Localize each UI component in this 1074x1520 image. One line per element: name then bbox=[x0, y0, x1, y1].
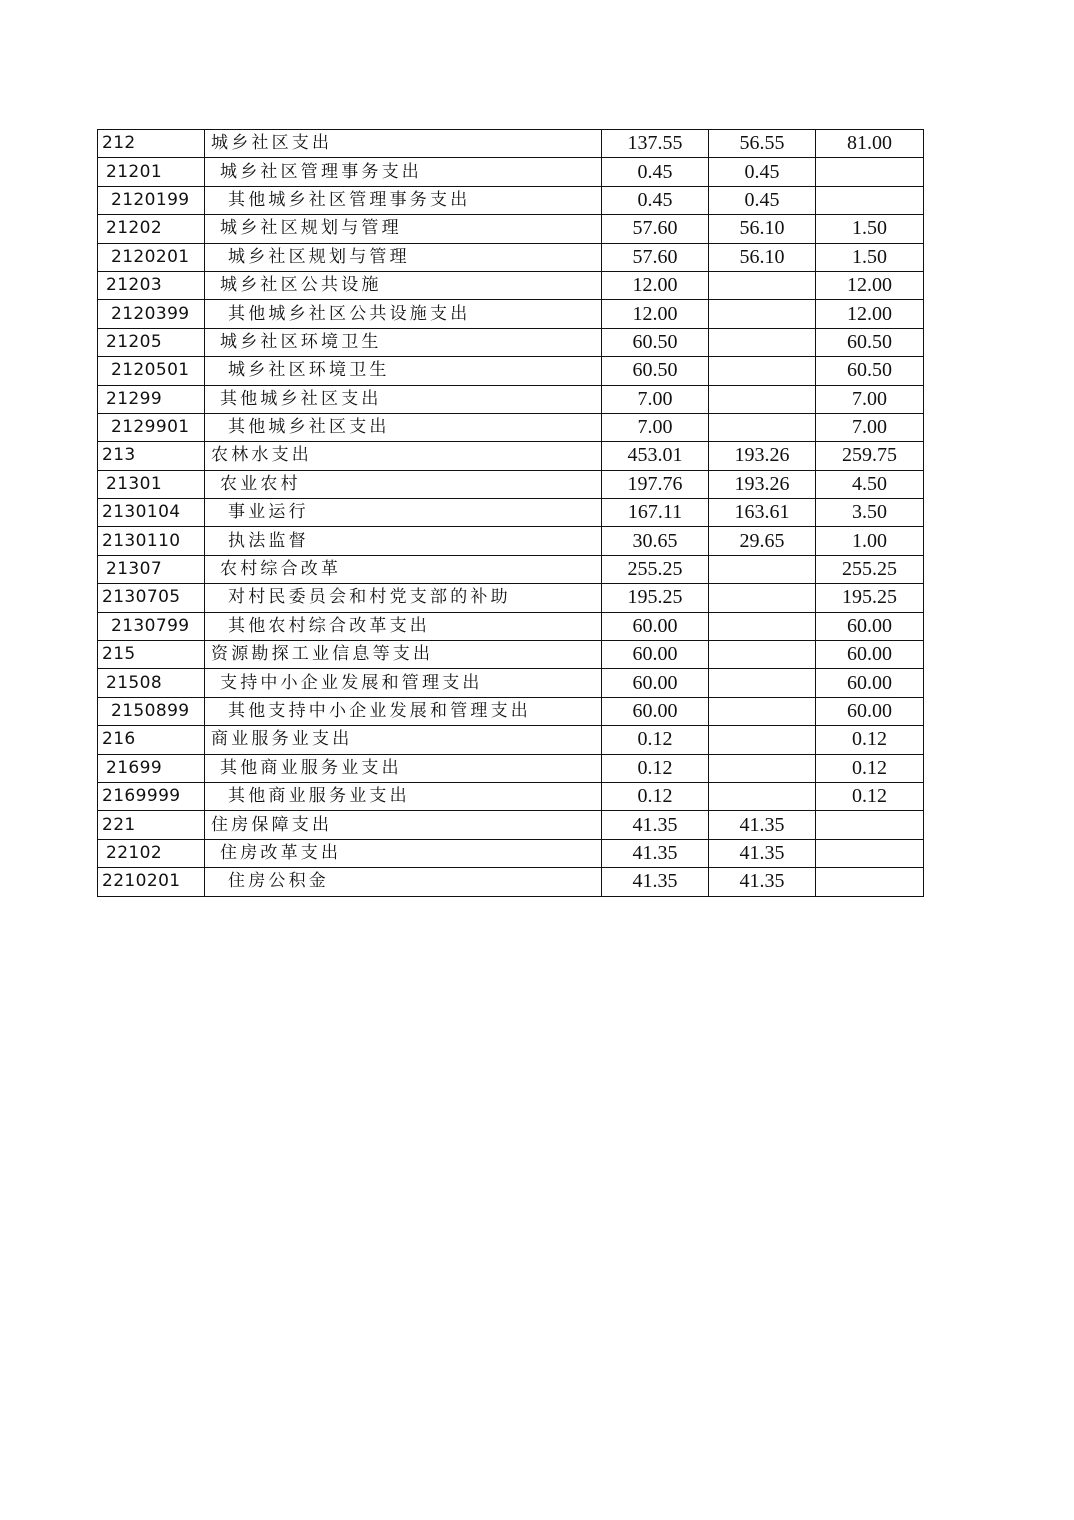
table-row bbox=[98, 641, 924, 669]
cell-total-amount: 41.35 bbox=[602, 811, 709, 839]
cell-subject-code: 2120201 bbox=[98, 243, 205, 271]
cell-total-amount: 0.12 bbox=[602, 754, 709, 782]
cell-basic-expenditure bbox=[709, 555, 816, 583]
cell-subject-code: 21299 bbox=[98, 385, 205, 413]
cell-project-expenditure: 1.50 bbox=[816, 215, 924, 243]
cell-project-expenditure bbox=[816, 186, 924, 214]
cell-project-expenditure: 1.00 bbox=[816, 527, 924, 555]
cell-basic-expenditure bbox=[709, 300, 816, 328]
cell-project-expenditure: 0.12 bbox=[816, 726, 924, 754]
cell-project-expenditure: 0.12 bbox=[816, 782, 924, 810]
cell-project-expenditure: 195.25 bbox=[816, 584, 924, 612]
cell-basic-expenditure bbox=[709, 641, 816, 669]
cell-subject-code: 215 bbox=[98, 641, 205, 669]
cell-subject-name: 事业运行 bbox=[205, 499, 602, 527]
table-row bbox=[98, 357, 924, 385]
table-row bbox=[98, 158, 924, 186]
cell-subject-name: 支持中小企业发展和管理支出 bbox=[205, 669, 602, 697]
table-row bbox=[98, 442, 924, 470]
cell-basic-expenditure: 29.65 bbox=[709, 527, 816, 555]
table-row bbox=[98, 612, 924, 640]
cell-subject-code: 2210201 bbox=[98, 868, 205, 896]
cell-project-expenditure: 4.50 bbox=[816, 470, 924, 498]
cell-basic-expenditure bbox=[709, 413, 816, 441]
cell-subject-name: 其他城乡社区支出 bbox=[205, 385, 602, 413]
cell-subject-name: 农林水支出 bbox=[205, 442, 602, 470]
cell-subject-name: 对村民委员会和村党支部的补助 bbox=[205, 584, 602, 612]
cell-basic-expenditure bbox=[709, 612, 816, 640]
table-row bbox=[98, 186, 924, 214]
cell-subject-name: 城乡社区支出 bbox=[205, 130, 602, 158]
cell-project-expenditure bbox=[816, 811, 924, 839]
cell-total-amount: 195.25 bbox=[602, 584, 709, 612]
cell-basic-expenditure bbox=[709, 754, 816, 782]
cell-total-amount: 167.11 bbox=[602, 499, 709, 527]
cell-basic-expenditure: 56.55 bbox=[709, 130, 816, 158]
cell-basic-expenditure bbox=[709, 271, 816, 299]
cell-total-amount: 7.00 bbox=[602, 385, 709, 413]
cell-project-expenditure: 60.50 bbox=[816, 328, 924, 356]
table-row bbox=[98, 385, 924, 413]
cell-total-amount: 60.50 bbox=[602, 357, 709, 385]
table-row bbox=[98, 868, 924, 896]
cell-subject-code: 221 bbox=[98, 811, 205, 839]
cell-subject-name: 城乡社区规划与管理 bbox=[205, 243, 602, 271]
cell-total-amount: 60.00 bbox=[602, 612, 709, 640]
cell-subject-code: 21699 bbox=[98, 754, 205, 782]
table-row bbox=[98, 782, 924, 810]
cell-basic-expenditure: 0.45 bbox=[709, 186, 816, 214]
cell-subject-name: 城乡社区管理事务支出 bbox=[205, 158, 602, 186]
cell-total-amount: 453.01 bbox=[602, 442, 709, 470]
cell-subject-name: 住房改革支出 bbox=[205, 839, 602, 867]
cell-subject-code: 2120399 bbox=[98, 300, 205, 328]
cell-project-expenditure: 12.00 bbox=[816, 300, 924, 328]
cell-project-expenditure: 60.00 bbox=[816, 669, 924, 697]
table-row bbox=[98, 413, 924, 441]
cell-project-expenditure: 60.00 bbox=[816, 612, 924, 640]
cell-basic-expenditure: 193.26 bbox=[709, 470, 816, 498]
cell-project-expenditure: 255.25 bbox=[816, 555, 924, 583]
cell-project-expenditure: 60.00 bbox=[816, 641, 924, 669]
table-row bbox=[98, 499, 924, 527]
cell-subject-code: 21508 bbox=[98, 669, 205, 697]
cell-project-expenditure bbox=[816, 868, 924, 896]
cell-subject-name: 农村综合改革 bbox=[205, 555, 602, 583]
cell-subject-name: 执法监督 bbox=[205, 527, 602, 555]
cell-subject-code: 21301 bbox=[98, 470, 205, 498]
cell-total-amount: 0.12 bbox=[602, 782, 709, 810]
cell-basic-expenditure: 163.61 bbox=[709, 499, 816, 527]
cell-total-amount: 60.00 bbox=[602, 669, 709, 697]
cell-subject-code: 22102 bbox=[98, 839, 205, 867]
cell-subject-name: 城乡社区公共设施 bbox=[205, 271, 602, 299]
cell-subject-code: 216 bbox=[98, 726, 205, 754]
cell-project-expenditure: 1.50 bbox=[816, 243, 924, 271]
cell-project-expenditure: 0.12 bbox=[816, 754, 924, 782]
cell-basic-expenditure: 41.35 bbox=[709, 868, 816, 896]
cell-total-amount: 60.00 bbox=[602, 641, 709, 669]
cell-subject-name: 其他农村综合改革支出 bbox=[205, 612, 602, 640]
budget-sheet bbox=[97, 129, 924, 897]
cell-basic-expenditure: 56.10 bbox=[709, 215, 816, 243]
cell-subject-name: 资源勘探工业信息等支出 bbox=[205, 641, 602, 669]
table-row bbox=[98, 584, 924, 612]
cell-subject-name: 农业农村 bbox=[205, 470, 602, 498]
cell-subject-code: 2130110 bbox=[98, 527, 205, 555]
cell-subject-code: 2169999 bbox=[98, 782, 205, 810]
cell-project-expenditure: 60.00 bbox=[816, 697, 924, 725]
cell-subject-name: 城乡社区规划与管理 bbox=[205, 215, 602, 243]
cell-total-amount: 7.00 bbox=[602, 413, 709, 441]
table-row bbox=[98, 470, 924, 498]
cell-total-amount: 197.76 bbox=[602, 470, 709, 498]
cell-subject-code: 2129901 bbox=[98, 413, 205, 441]
cell-total-amount: 0.12 bbox=[602, 726, 709, 754]
cell-basic-expenditure: 193.26 bbox=[709, 442, 816, 470]
cell-project-expenditure bbox=[816, 839, 924, 867]
cell-total-amount: 41.35 bbox=[602, 868, 709, 896]
cell-basic-expenditure bbox=[709, 328, 816, 356]
cell-subject-name: 城乡社区环境卫生 bbox=[205, 328, 602, 356]
cell-subject-name: 住房保障支出 bbox=[205, 811, 602, 839]
cell-subject-name: 其他城乡社区管理事务支出 bbox=[205, 186, 602, 214]
table-row bbox=[98, 669, 924, 697]
cell-total-amount: 0.45 bbox=[602, 158, 709, 186]
cell-subject-name: 商业服务业支出 bbox=[205, 726, 602, 754]
cell-total-amount: 30.65 bbox=[602, 527, 709, 555]
cell-basic-expenditure bbox=[709, 357, 816, 385]
cell-project-expenditure: 60.50 bbox=[816, 357, 924, 385]
cell-total-amount: 12.00 bbox=[602, 300, 709, 328]
cell-project-expenditure: 7.00 bbox=[816, 413, 924, 441]
cell-basic-expenditure: 41.35 bbox=[709, 839, 816, 867]
cell-subject-code: 2120199 bbox=[98, 186, 205, 214]
cell-subject-code: 2130799 bbox=[98, 612, 205, 640]
cell-total-amount: 57.60 bbox=[602, 243, 709, 271]
cell-total-amount: 57.60 bbox=[602, 215, 709, 243]
cell-subject-name: 其他支持中小企业发展和管理支出 bbox=[205, 697, 602, 725]
table-row bbox=[98, 215, 924, 243]
cell-basic-expenditure bbox=[709, 726, 816, 754]
cell-total-amount: 12.00 bbox=[602, 271, 709, 299]
cell-total-amount: 255.25 bbox=[602, 555, 709, 583]
table-row bbox=[98, 130, 924, 158]
cell-subject-code: 2130104 bbox=[98, 499, 205, 527]
budget-table-body bbox=[98, 130, 924, 897]
cell-subject-code: 21205 bbox=[98, 328, 205, 356]
cell-subject-name: 其他城乡社区支出 bbox=[205, 413, 602, 441]
cell-basic-expenditure bbox=[709, 697, 816, 725]
budget-table bbox=[97, 129, 924, 897]
cell-basic-expenditure bbox=[709, 584, 816, 612]
table-row bbox=[98, 243, 924, 271]
table-row bbox=[98, 811, 924, 839]
cell-basic-expenditure bbox=[709, 385, 816, 413]
table-row bbox=[98, 839, 924, 867]
cell-subject-name: 其他城乡社区公共设施支出 bbox=[205, 300, 602, 328]
cell-subject-code: 2150899 bbox=[98, 697, 205, 725]
cell-total-amount: 0.45 bbox=[602, 186, 709, 214]
table-row bbox=[98, 726, 924, 754]
table-row bbox=[98, 697, 924, 725]
cell-total-amount: 60.50 bbox=[602, 328, 709, 356]
cell-project-expenditure: 7.00 bbox=[816, 385, 924, 413]
cell-subject-name: 其他商业服务业支出 bbox=[205, 782, 602, 810]
table-row bbox=[98, 328, 924, 356]
cell-total-amount: 137.55 bbox=[602, 130, 709, 158]
cell-basic-expenditure bbox=[709, 669, 816, 697]
cell-subject-name: 住房公积金 bbox=[205, 868, 602, 896]
cell-subject-code: 212 bbox=[98, 130, 205, 158]
table-row bbox=[98, 555, 924, 583]
cell-basic-expenditure: 0.45 bbox=[709, 158, 816, 186]
cell-subject-code: 213 bbox=[98, 442, 205, 470]
table-row bbox=[98, 271, 924, 299]
cell-project-expenditure: 81.00 bbox=[816, 130, 924, 158]
cell-subject-code: 21202 bbox=[98, 215, 205, 243]
cell-subject-code: 2120501 bbox=[98, 357, 205, 385]
cell-total-amount: 41.35 bbox=[602, 839, 709, 867]
cell-subject-name: 城乡社区环境卫生 bbox=[205, 357, 602, 385]
cell-total-amount: 60.00 bbox=[602, 697, 709, 725]
table-row bbox=[98, 527, 924, 555]
cell-project-expenditure bbox=[816, 158, 924, 186]
cell-subject-code: 21307 bbox=[98, 555, 205, 583]
cell-subject-code: 21203 bbox=[98, 271, 205, 299]
cell-basic-expenditure bbox=[709, 782, 816, 810]
cell-project-expenditure: 259.75 bbox=[816, 442, 924, 470]
cell-subject-code: 21201 bbox=[98, 158, 205, 186]
cell-project-expenditure: 3.50 bbox=[816, 499, 924, 527]
table-row bbox=[98, 300, 924, 328]
cell-basic-expenditure: 56.10 bbox=[709, 243, 816, 271]
table-row bbox=[98, 754, 924, 782]
cell-subject-name: 其他商业服务业支出 bbox=[205, 754, 602, 782]
cell-project-expenditure: 12.00 bbox=[816, 271, 924, 299]
cell-basic-expenditure: 41.35 bbox=[709, 811, 816, 839]
cell-subject-code: 2130705 bbox=[98, 584, 205, 612]
